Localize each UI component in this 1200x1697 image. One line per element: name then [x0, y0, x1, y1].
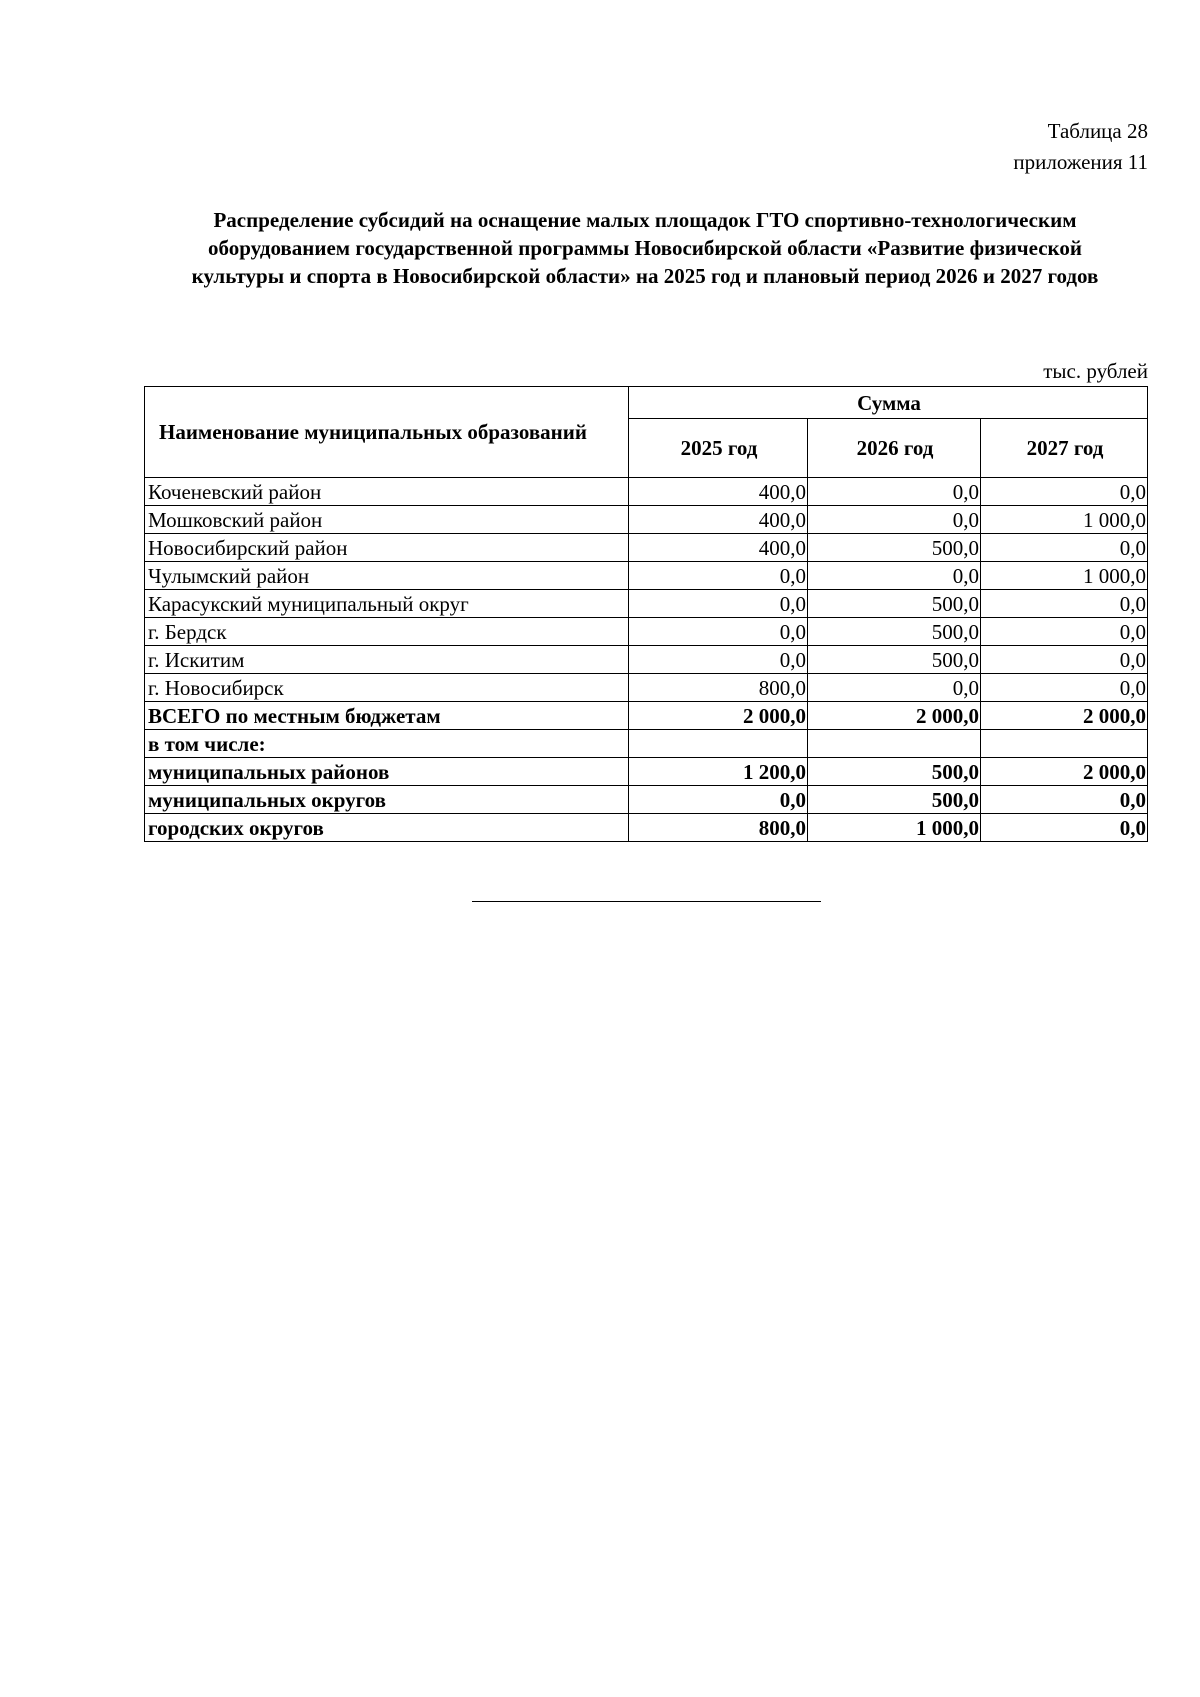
row-name: муниципальных округов — [145, 786, 629, 814]
row-name: городских округов — [145, 814, 629, 842]
value-2026: 500,0 — [808, 758, 981, 786]
column-header-sum: Сумма — [629, 387, 1148, 419]
value-2027: 0,0 — [981, 618, 1148, 646]
table-row — [145, 618, 1148, 646]
including-row — [145, 730, 1148, 758]
row-name: г. Новосибирск — [145, 674, 629, 702]
value-2025: 400,0 — [629, 534, 808, 562]
breakdown-row — [145, 786, 1148, 814]
column-header-2026: 2026 год — [808, 419, 981, 478]
title-line-2: оборудованием государственной программы Новосибирской области «Развитие физической — [208, 236, 1082, 260]
value-2026: 500,0 — [808, 786, 981, 814]
column-header-2025: 2025 год — [629, 419, 808, 478]
empty-cell — [808, 730, 981, 758]
value-2026: 1 000,0 — [808, 814, 981, 842]
value-2026: 0,0 — [808, 562, 981, 590]
value-2026: 500,0 — [808, 646, 981, 674]
total-2026: 2 000,0 — [808, 702, 981, 730]
table-reference — [1013, 116, 1148, 178]
value-2027: 1 000,0 — [981, 562, 1148, 590]
value-2025: 0,0 — [629, 562, 808, 590]
empty-cell — [629, 730, 808, 758]
empty-cell — [981, 730, 1148, 758]
value-2027: 0,0 — [981, 674, 1148, 702]
value-2027: 0,0 — [981, 646, 1148, 674]
value-2027: 0,0 — [981, 786, 1148, 814]
value-2025: 400,0 — [629, 506, 808, 534]
value-2025: 400,0 — [629, 478, 808, 506]
row-name: Новосибирский район — [145, 534, 629, 562]
value-2027: 0,0 — [981, 534, 1148, 562]
title-line-1: Распределение субсидий на оснащение малых площадок ГТО спортивно-технологическим — [213, 208, 1077, 232]
table-row — [145, 674, 1148, 702]
row-name: Карасукский муниципальный округ — [145, 590, 629, 618]
end-divider-line — [472, 901, 821, 902]
value-2025: 0,0 — [629, 786, 808, 814]
value-2026: 0,0 — [808, 506, 981, 534]
column-header-2027: 2027 год — [981, 419, 1148, 478]
subsidy-table — [144, 386, 1148, 842]
value-2025: 800,0 — [629, 674, 808, 702]
including-label: в том числе: — [145, 730, 629, 758]
value-2026: 500,0 — [808, 618, 981, 646]
total-2025: 2 000,0 — [629, 702, 808, 730]
value-2027: 0,0 — [981, 478, 1148, 506]
value-2026: 0,0 — [808, 674, 981, 702]
total-row — [145, 702, 1148, 730]
title-line-3: культуры и спорта в Новосибирской области» на 2025 год и плановый период 2026 и 2027 годов — [191, 264, 1099, 288]
value-2025: 0,0 — [629, 618, 808, 646]
row-name: Чулымский район — [145, 562, 629, 590]
row-name: г. Бердск — [145, 618, 629, 646]
value-2025: 1 200,0 — [629, 758, 808, 786]
table-row — [145, 562, 1148, 590]
row-name: г. Искитим — [145, 646, 629, 674]
row-name: Коченевский район — [145, 478, 629, 506]
appendix-number: приложения 11 — [1013, 150, 1148, 174]
breakdown-row — [145, 758, 1148, 786]
value-2027: 0,0 — [981, 814, 1148, 842]
total-2027: 2 000,0 — [981, 702, 1148, 730]
breakdown-row — [145, 814, 1148, 842]
units-label: тыс. рублей — [1043, 359, 1148, 383]
table-row — [145, 590, 1148, 618]
table-number: Таблица 28 — [1047, 119, 1148, 143]
value-2025: 800,0 — [629, 814, 808, 842]
row-name: муниципальных районов — [145, 758, 629, 786]
value-2027: 2 000,0 — [981, 758, 1148, 786]
table-row — [145, 534, 1148, 562]
column-header-name: Наименование муниципальных образований — [145, 387, 629, 478]
table-row — [145, 506, 1148, 534]
value-2025: 0,0 — [629, 646, 808, 674]
row-name: ВСЕГО по местным бюджетам — [145, 702, 629, 730]
row-name: Мошковский район — [145, 506, 629, 534]
value-2027: 0,0 — [981, 590, 1148, 618]
value-2026: 500,0 — [808, 590, 981, 618]
table-row — [145, 478, 1148, 506]
value-2026: 0,0 — [808, 478, 981, 506]
value-2025: 0,0 — [629, 590, 808, 618]
table-row — [145, 646, 1148, 674]
value-2027: 1 000,0 — [981, 506, 1148, 534]
document-title — [150, 206, 1140, 290]
value-2026: 500,0 — [808, 534, 981, 562]
